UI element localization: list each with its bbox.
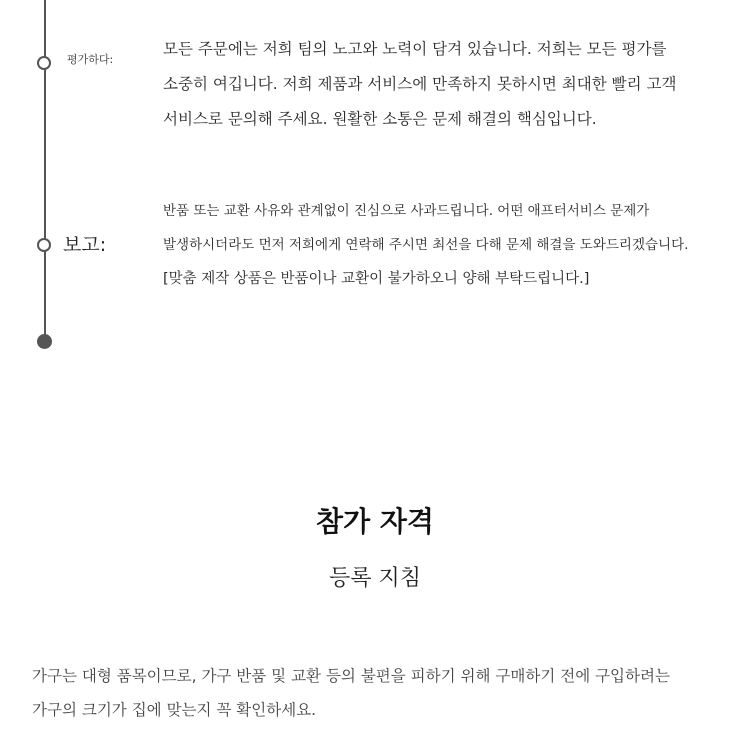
notice-line: 가구의 크기가 집에 맞는지 꼭 확인하세요. — [32, 701, 317, 719]
section-title: 참가 자격 — [316, 505, 434, 538]
report-text — [163, 194, 723, 296]
notice-line: 가구는 대형 품목이므로, 가구 반품 및 교환 등의 불편을 피하기 위해 구매하기 전에 구입하려는 — [32, 667, 670, 685]
review-text — [163, 32, 723, 137]
timeline-node-report — [37, 238, 51, 252]
timeline-line — [44, 0, 46, 341]
timeline-node-review — [37, 56, 51, 70]
report-text-line: 발생하시더라도 먼저 저희에게 연락해 주시면 최선을 다해 문제 해결을 도와드리겠습니다. — [163, 237, 689, 253]
custom-order-note: [맞춤 제작 상품은 반품이나 교환이 불가하오니 양해 부탁드립니다.] — [163, 271, 590, 287]
review-text-line: 서비스로 문의해 주세요. 원활한 소통은 문제 해결의 핵심입니다. — [163, 110, 597, 128]
review-label: 평가하다: — [67, 53, 114, 66]
report-label: 보고: — [63, 234, 107, 256]
review-text-line: 소중히 여깁니다. 저희 제품과 서비스에 만족하지 못하시면 최대한 빨리 고객 — [163, 75, 677, 93]
review-text-line: 모든 주문에는 저희 팀의 노고와 노력이 담겨 있습니다. 저희는 모든 평가를 — [163, 40, 667, 58]
timeline-end-dot — [37, 334, 52, 349]
section-subtitle: 등록 지침 — [328, 566, 421, 591]
furniture-size-notice — [32, 659, 722, 727]
report-text-line: 반품 또는 교환 사유와 관계없이 진심으로 사과드립니다. 어떤 애프터서비스 문제가 — [163, 203, 650, 219]
